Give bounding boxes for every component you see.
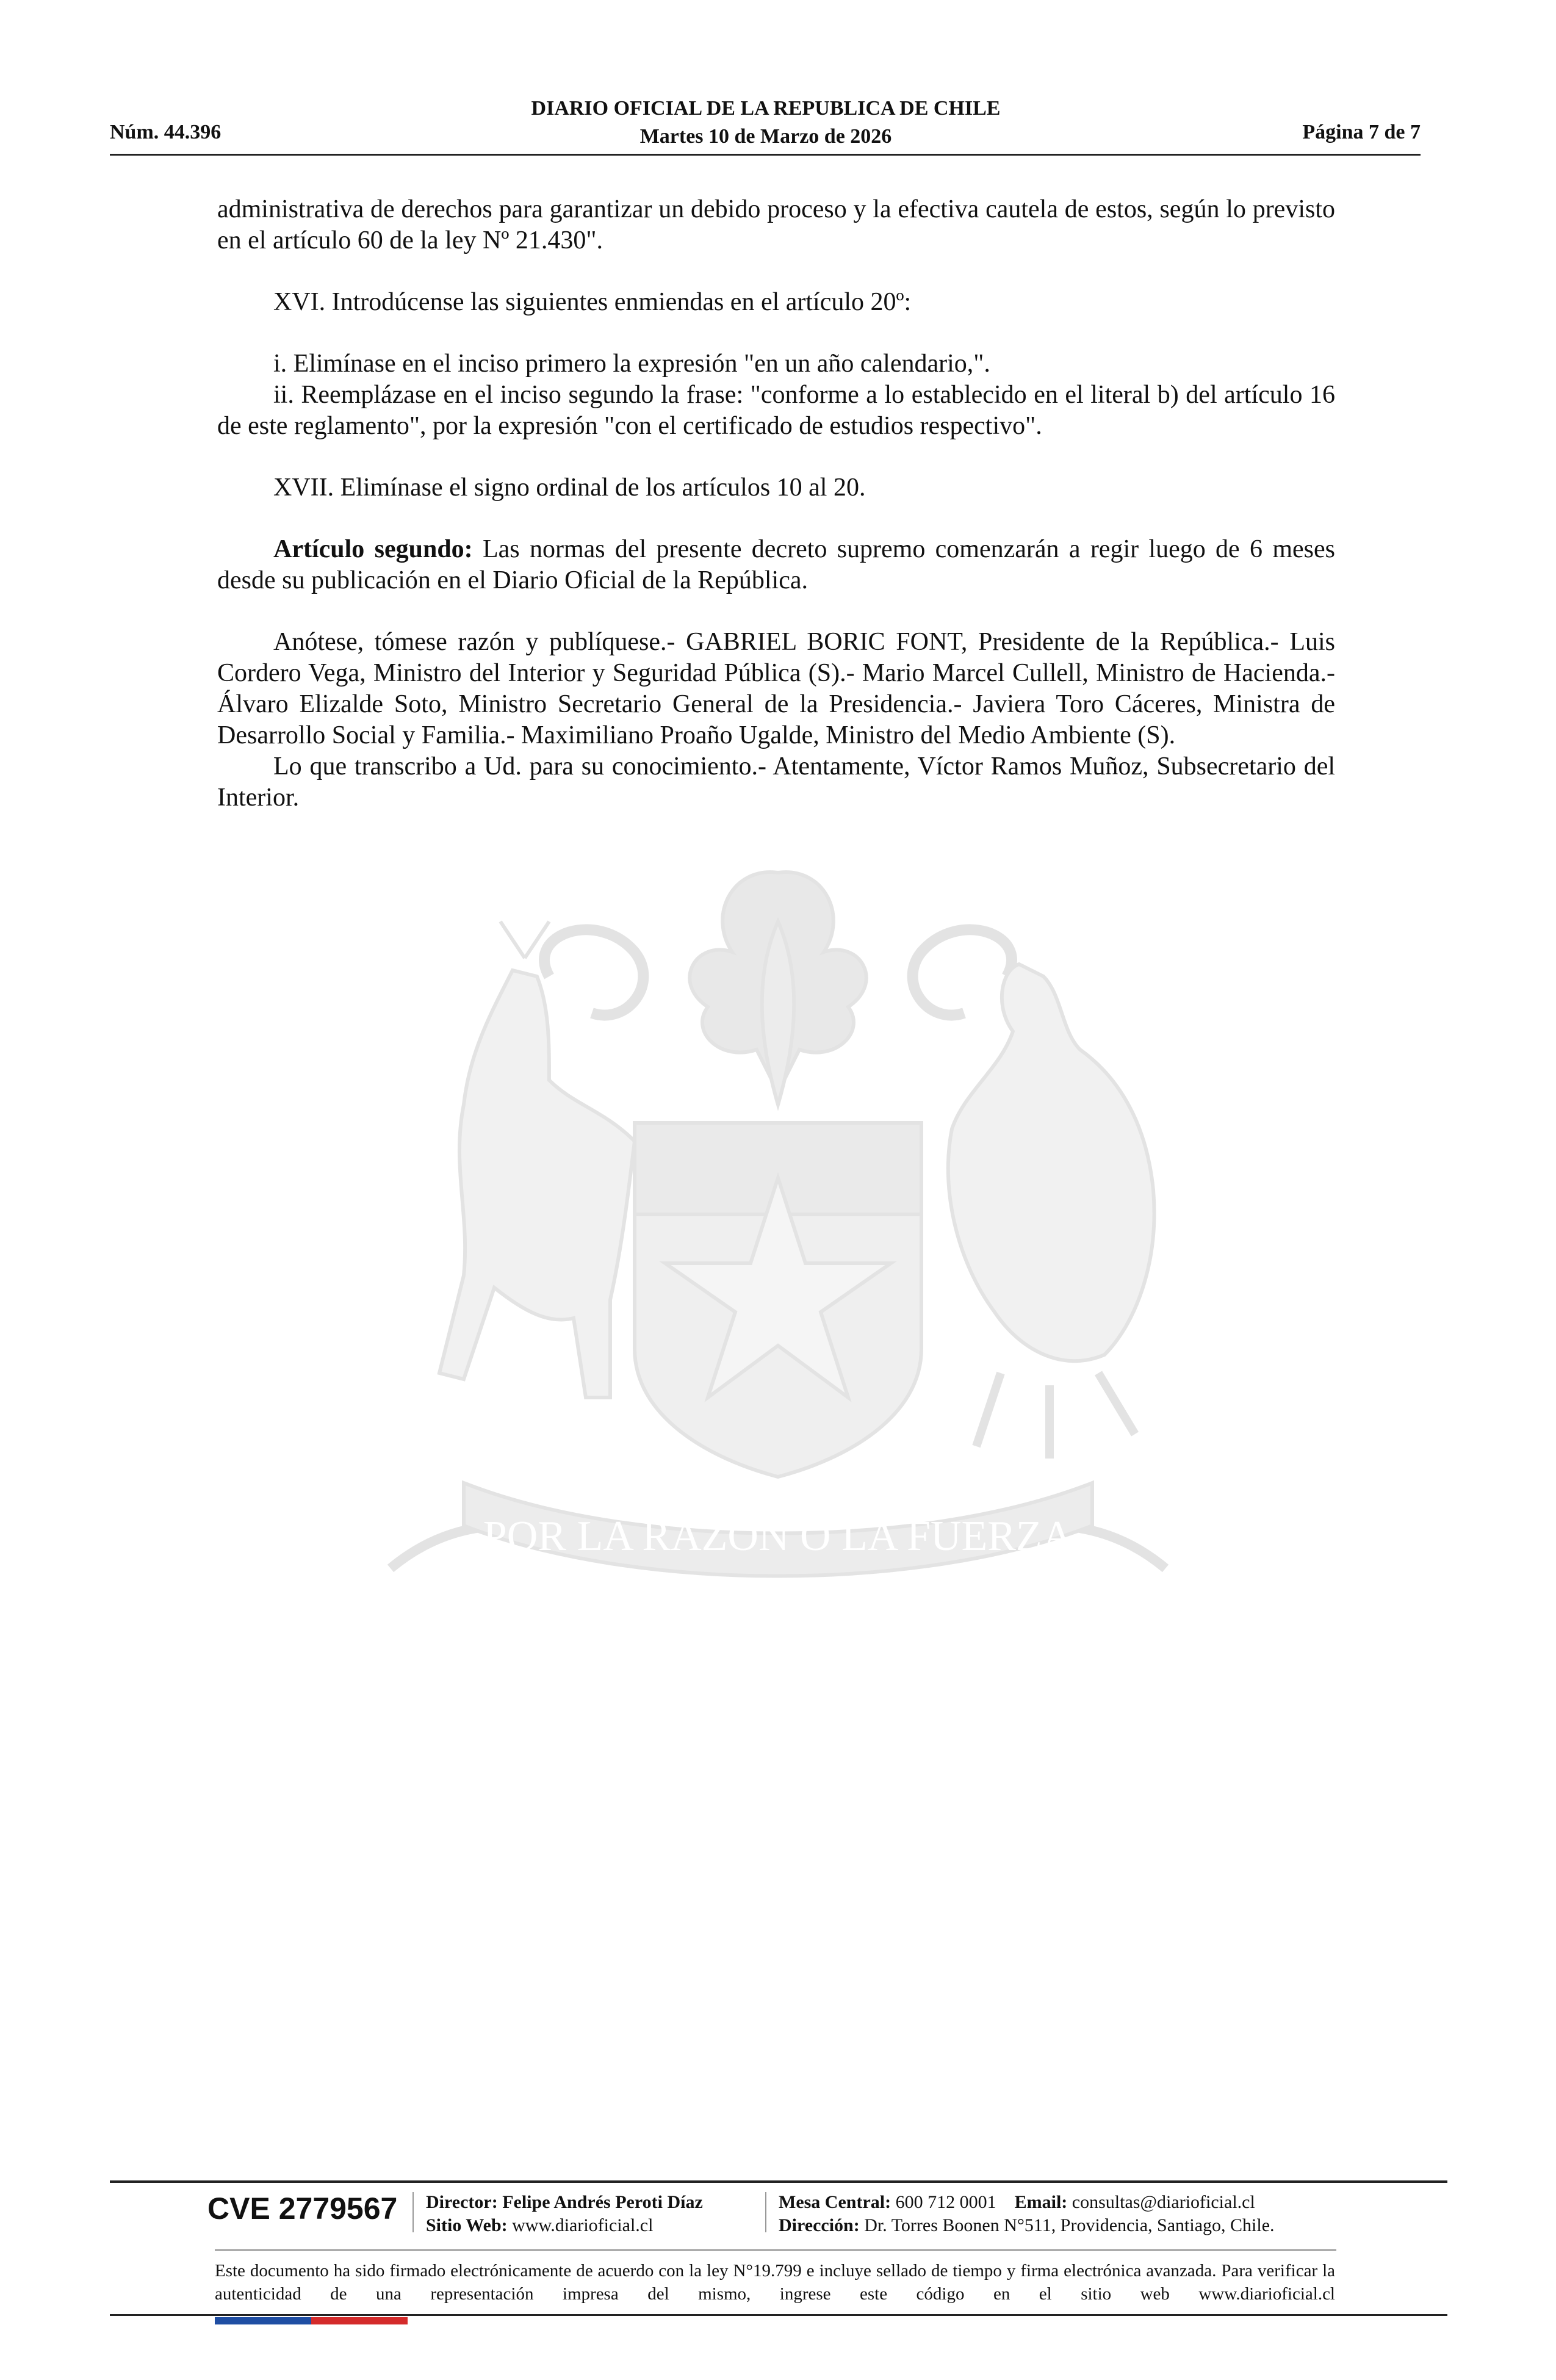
- footer-bottom-divider: [110, 2314, 1447, 2316]
- closing-paragraph: Lo que transcribo a Ud. para su conocimiento.- Atentamente, Víctor Ramos Muñoz, Subsecretario del Interior.: [217, 752, 1335, 812]
- issue-date: Martes 10 de Marzo de 2026: [639, 125, 892, 148]
- document-body: [217, 194, 1335, 813]
- flag-stripe-blue: [215, 2317, 311, 2324]
- article-second: [217, 534, 1335, 596]
- newspaper-title: DIARIO OFICIAL DE LA REPUBLICA DE CHILE: [531, 97, 1001, 120]
- electronic-signature-note: Este documento ha sido firmado electrónicamente de acuerdo con la ley N°19.799 e incluye sellado de tiempo y firma electrónica avanzada. Para verificar la autenticidad de una representación impresa del mismo, ingrese este código en el sitio web www.diarioficial.cl: [215, 2261, 1335, 2304]
- header-divider: [110, 154, 1421, 156]
- phone-number: 600 712 0001: [895, 2192, 996, 2212]
- footer-director-block: [426, 2191, 703, 2237]
- email-link[interactable]: consultas@diarioficial.cl: [1072, 2192, 1255, 2212]
- director-label: Director:: [426, 2192, 498, 2212]
- phone-label: Mesa Central:: [779, 2192, 891, 2212]
- director-name: Felipe Andrés Peroti Díaz: [502, 2192, 703, 2212]
- motto-text: POR LA RAZON O LA FUERZA: [483, 1513, 1073, 1560]
- paragraph-xvi: XVI. Introdúcense las siguientes enmiendas en el artículo 20º:: [273, 288, 912, 316]
- paragraph-xvii: XVII. Elimínase el signo ordinal de los artículos 10 al 20.: [273, 474, 866, 502]
- signatories-paragraph: Anótese, tómese razón y publíquese.- GABRIEL BORIC FONT, Presidente de la República.- Luis Cordero Vega, Ministro del Interior y Seguridad Pública (S).- Mario Marcel Cullell, Ministro de Hacienda.- Álvaro Elizalde Soto, Ministro Secretario General de la Presidencia.- Javiera Toro Cáceres, Ministra de Desarrollo Social y Familia.- Maximiliano Proaño Ugalde, Ministro del Medio Ambiente (S).: [217, 628, 1335, 749]
- article-second-heading: Artículo segundo:: [273, 535, 473, 563]
- address-label: Dirección:: [779, 2215, 860, 2235]
- address-value: Dr. Torres Boonen N°511, Providencia, Santiago, Chile.: [864, 2215, 1275, 2235]
- issue-number: Núm. 44.396: [110, 121, 222, 143]
- flag-stripe-red: [311, 2317, 408, 2324]
- email-label: Email:: [1014, 2192, 1068, 2212]
- footer-contact-block: [779, 2191, 1275, 2237]
- website-label: Sitio Web:: [426, 2215, 508, 2235]
- cve-code: CVE 2779567: [207, 2191, 398, 2226]
- page-indicator: Página 7 de 7: [1302, 121, 1421, 143]
- footer-top-divider: [110, 2180, 1447, 2183]
- footer-separator: [412, 2192, 414, 2232]
- website-link[interactable]: www.diarioficial.cl: [512, 2215, 654, 2235]
- paragraph-xvi-ii: ii. Reemplázase en el inciso segundo la frase: "conforme a lo establecido en el literal b) del artículo 16 de este reglamento", por la expresión "con el certificado de estudios respectivo".: [217, 381, 1335, 440]
- coat-of-arms-watermark: [207, 848, 1349, 1678]
- footer-separator: [765, 2192, 766, 2232]
- article-second-text: Las normas del presente decreto supremo comenzarán a regir luego de 6 meses desde su publicación en el Diario Oficial de la República.: [217, 535, 1335, 594]
- paragraph-xvi-i: i. Elimínase en el inciso primero la expresión "en un año calendario,".: [273, 350, 990, 378]
- paragraph-continuation: administrativa de derechos para garantizar un debido proceso y la efectiva cautela de estos, según lo previsto en el artículo 60 de la ley Nº 21.430".: [217, 195, 1335, 254]
- footer-mid-divider: [215, 2249, 1336, 2251]
